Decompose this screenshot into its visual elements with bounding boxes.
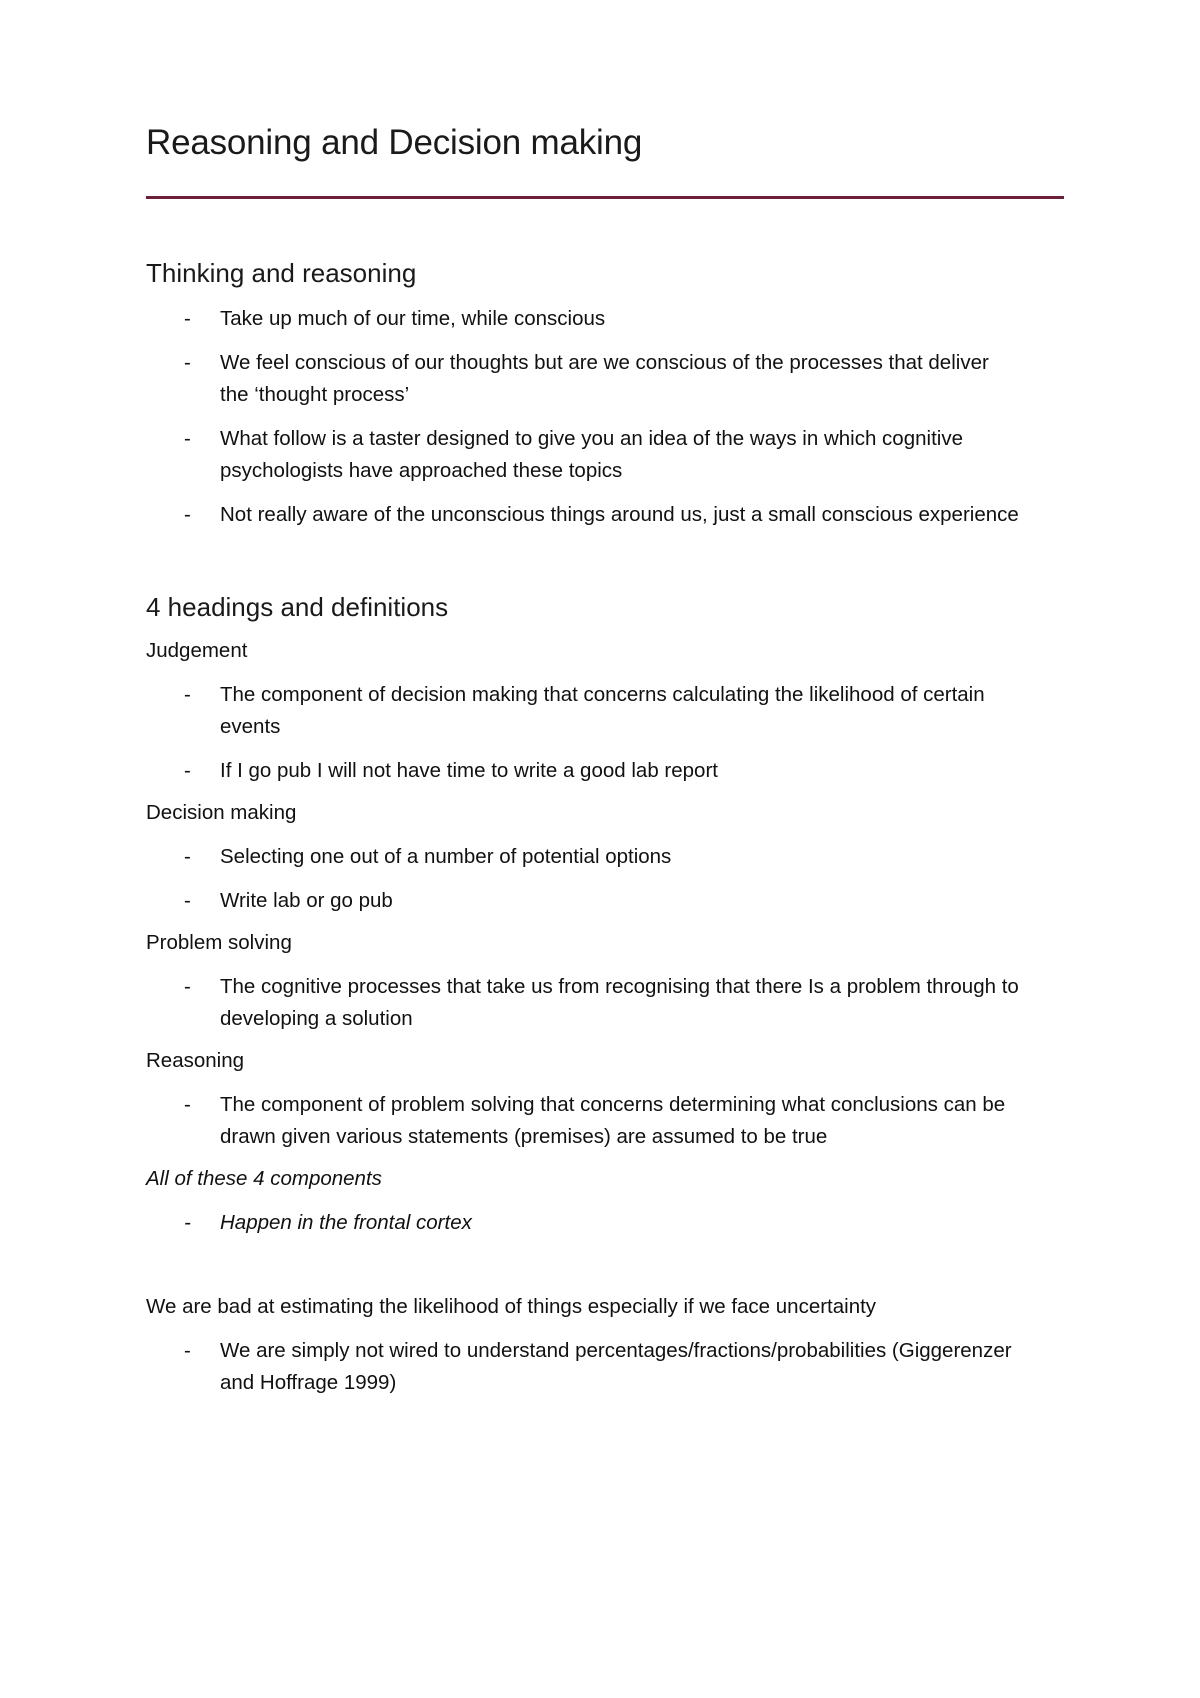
dash-bullet-icon: -	[184, 503, 191, 526]
list-item-text: Selecting one out of a number of potential options	[220, 845, 672, 868]
list-item	[146, 971, 1020, 1035]
decision-making-label: Decision making	[146, 801, 297, 824]
dash-bullet-icon: -	[184, 975, 191, 998]
all-components-label: All of these 4 components	[146, 1167, 382, 1190]
section-heading-thinking: Thinking and reasoning	[146, 258, 417, 288]
list-item-text: The component of problem solving that concerns determining what conclusions can be drawn given various statements (premises) are assumed to be true	[220, 1093, 1006, 1148]
list-item	[146, 423, 1020, 487]
list-item	[146, 499, 1020, 531]
estimation-statement: We are bad at estimating the likelihood of things especially if we face uncertainty	[146, 1295, 877, 1318]
decision-making-bullet-list	[146, 841, 1064, 917]
judgement-label: Judgement	[146, 639, 248, 662]
title-underline	[146, 196, 1064, 199]
reasoning-bullet-list	[146, 1089, 1064, 1153]
judgement-bullet-list	[146, 679, 1064, 787]
thinking-bullet-list	[146, 303, 1064, 531]
list-item-text: Happen in the frontal cortex	[220, 1211, 472, 1234]
reasoning-label: Reasoning	[146, 1049, 245, 1072]
dash-bullet-icon: -	[184, 845, 191, 868]
list-item	[146, 303, 1020, 335]
dash-bullet-icon: -	[184, 1211, 191, 1234]
page-title: Reasoning and Decision making	[146, 123, 643, 162]
dash-bullet-icon: -	[184, 1339, 191, 1362]
list-item-text: The component of decision making that concerns calculating the likelihood of certain events	[220, 683, 985, 738]
list-item	[146, 1089, 1020, 1153]
list-item-text: What follow is a taster designed to give you an idea of the ways in which cognitive psychologists have approached these topics	[220, 427, 963, 482]
list-item-text: Take up much of our time, while conscious	[220, 307, 606, 330]
document-page	[146, 118, 1064, 1399]
list-item	[146, 841, 1020, 873]
dash-bullet-icon: -	[184, 307, 191, 330]
list-item	[146, 1207, 1020, 1239]
section-heading-definitions: 4 headings and definitions	[146, 592, 449, 622]
list-item-text: The cognitive processes that take us from recognising that there Is a problem through to developing a solution	[220, 975, 1019, 1030]
dash-bullet-icon: -	[184, 1093, 191, 1116]
list-item-text: Not really aware of the unconscious things around us, just a small conscious experience	[220, 503, 1019, 526]
problem-solving-label: Problem solving	[146, 931, 292, 954]
dash-bullet-icon: -	[184, 759, 191, 782]
list-item-text: If I go pub I will not have time to write a good lab report	[220, 759, 718, 782]
list-item	[146, 755, 1020, 787]
list-item	[146, 679, 1020, 743]
dash-bullet-icon: -	[184, 889, 191, 912]
list-item	[146, 885, 1020, 917]
list-item-text: We feel conscious of our thoughts but are we conscious of the processes that deliver the ‘thought process’	[220, 351, 989, 406]
list-item	[146, 347, 1020, 411]
estimation-bullet-list	[146, 1335, 1064, 1399]
dash-bullet-icon: -	[184, 683, 191, 706]
dash-bullet-icon: -	[184, 351, 191, 374]
list-item-text: Write lab or go pub	[220, 889, 393, 912]
all-components-bullet-list	[146, 1207, 1064, 1239]
dash-bullet-icon: -	[184, 427, 191, 450]
list-item	[146, 1335, 1020, 1399]
problem-solving-bullet-list	[146, 971, 1064, 1035]
list-item-text: We are simply not wired to understand percentages/fractions/probabilities (Giggerenzer and Hoffrage 1999)	[220, 1339, 1012, 1394]
